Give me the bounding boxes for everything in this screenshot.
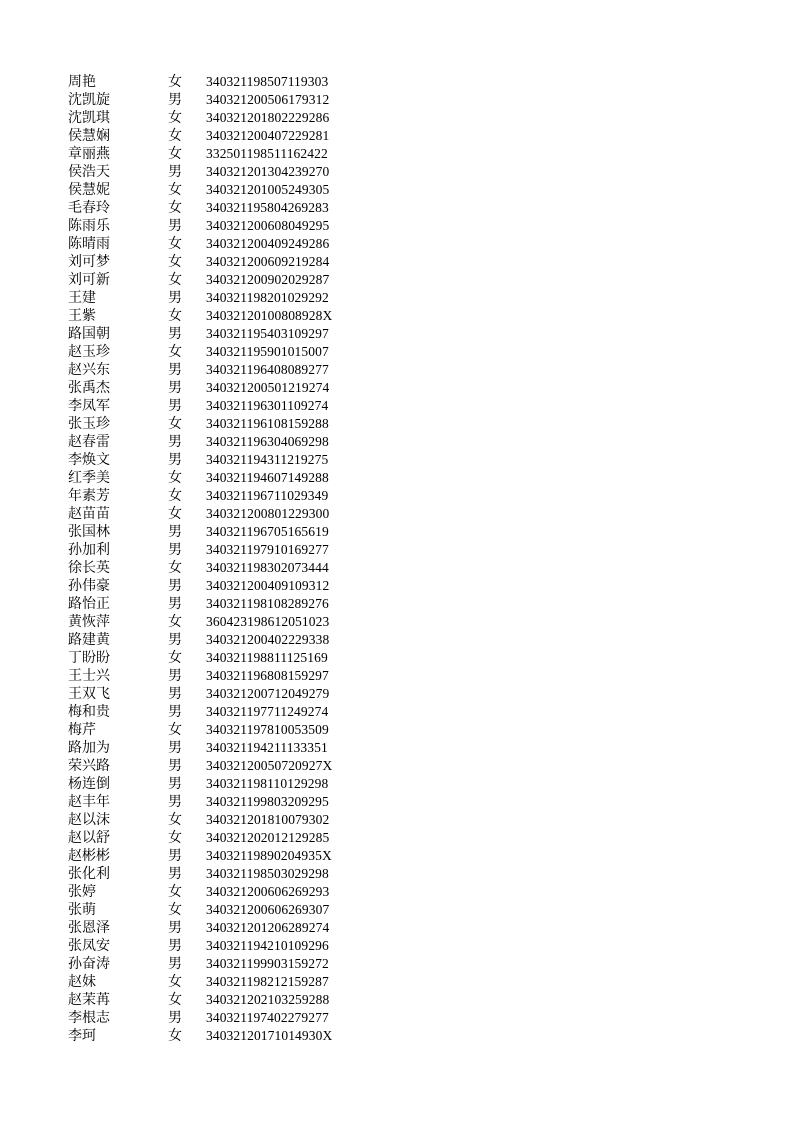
gender-cell: 男 (168, 848, 182, 864)
id-number-cell: 34032119890204935X (206, 848, 332, 863)
table-row (0, 631, 793, 649)
gender-cell: 男 (168, 398, 182, 414)
table-row (0, 577, 793, 595)
gender-cell: 男 (168, 938, 182, 954)
gender-cell: 女 (168, 722, 182, 738)
table-row (0, 307, 793, 325)
table-row (0, 685, 793, 703)
name-cell: 沈凯琪 (68, 110, 110, 126)
name-cell: 孙奋涛 (68, 956, 110, 972)
name-cell: 张婷 (68, 884, 96, 900)
table-row (0, 73, 793, 91)
gender-cell: 男 (168, 218, 182, 234)
gender-cell: 女 (168, 344, 182, 360)
table-row (0, 163, 793, 181)
table-row (0, 361, 793, 379)
gender-cell: 女 (168, 110, 182, 126)
table-row (0, 181, 793, 199)
name-cell: 王双飞 (68, 686, 110, 702)
gender-cell: 男 (168, 866, 182, 882)
id-number-cell: 340321194311219275 (206, 452, 329, 467)
id-number-cell: 340321196711029349 (206, 488, 329, 503)
id-number-cell: 340321200501219274 (206, 380, 330, 395)
name-cell: 黄恢萍 (68, 614, 110, 630)
table-row (0, 991, 793, 1009)
table-row (0, 937, 793, 955)
table-row (0, 397, 793, 415)
gender-cell: 女 (168, 506, 182, 522)
id-number-cell: 340321196808159297 (206, 668, 329, 683)
table-row (0, 271, 793, 289)
gender-cell: 男 (168, 794, 182, 810)
gender-cell: 女 (168, 560, 182, 576)
table-row (0, 667, 793, 685)
table-row (0, 325, 793, 343)
name-cell: 张玉珍 (68, 416, 110, 432)
name-cell: 荣兴路 (68, 758, 110, 774)
table-row (0, 217, 793, 235)
gender-cell: 男 (168, 740, 182, 756)
gender-cell: 男 (168, 668, 182, 684)
id-number-cell: 340321200902029287 (206, 272, 330, 287)
name-cell: 赵春雷 (68, 434, 110, 450)
gender-cell: 男 (168, 92, 182, 108)
id-number-cell: 34032120050720927X (206, 758, 333, 773)
id-number-cell: 340321196108159288 (206, 416, 329, 431)
gender-cell: 男 (168, 524, 182, 540)
id-number-cell: 340321195901015007 (206, 344, 329, 359)
table-row (0, 865, 793, 883)
id-number-cell: 340321198302073444 (206, 560, 329, 575)
name-cell: 侯浩天 (68, 164, 110, 180)
id-number-cell: 340321199803209295 (206, 794, 329, 809)
gender-cell: 女 (168, 236, 182, 252)
id-number-cell: 340321194211133351 (206, 740, 328, 755)
id-number-cell: 340321198507119303 (206, 74, 329, 89)
id-number-cell: 340321197810053509 (206, 722, 329, 737)
id-number-cell: 340321201005249305 (206, 182, 330, 197)
gender-cell: 男 (168, 632, 182, 648)
id-number-cell: 340321198811125169 (206, 650, 328, 665)
gender-cell: 女 (168, 614, 182, 630)
name-cell: 徐长英 (68, 560, 110, 576)
id-number-cell: 340321196304069298 (206, 434, 329, 449)
name-cell: 赵玉珍 (68, 344, 110, 360)
name-cell: 年素芳 (68, 488, 110, 504)
name-cell: 王士兴 (68, 668, 110, 684)
gender-cell: 男 (168, 542, 182, 558)
id-number-cell: 340321194607149288 (206, 470, 329, 485)
name-cell: 赵茉苒 (68, 992, 110, 1008)
gender-cell: 男 (168, 1010, 182, 1026)
name-cell: 赵彬彬 (68, 848, 110, 864)
gender-cell: 男 (168, 164, 182, 180)
table-row (0, 703, 793, 721)
id-number-cell: 340321198503029298 (206, 866, 329, 881)
name-cell: 路加为 (68, 740, 110, 756)
id-number-cell: 340321194210109296 (206, 938, 329, 953)
name-cell: 孙伟豪 (68, 578, 110, 594)
id-number-cell: 340321200407229281 (206, 128, 330, 143)
id-number-cell: 340321202012129285 (206, 830, 330, 845)
gender-cell: 女 (168, 992, 182, 1008)
name-cell: 侯慧娴 (68, 128, 110, 144)
gender-cell: 女 (168, 272, 182, 288)
name-cell: 孙加利 (68, 542, 110, 558)
gender-cell: 男 (168, 758, 182, 774)
name-cell: 李焕文 (68, 452, 110, 468)
id-number-cell: 340321200606269293 (206, 884, 330, 899)
gender-cell: 女 (168, 182, 182, 198)
table-row (0, 1009, 793, 1027)
id-number-cell: 340321198212159287 (206, 974, 329, 989)
gender-cell: 女 (168, 254, 182, 270)
id-number-cell: 340321201206289274 (206, 920, 330, 935)
table-row (0, 253, 793, 271)
name-cell: 毛春玲 (68, 200, 110, 216)
id-number-cell: 340321201810079302 (206, 812, 330, 827)
id-number-cell: 340321200402229338 (206, 632, 330, 647)
gender-cell: 女 (168, 902, 182, 918)
id-number-cell: 340321196705165619 (206, 524, 329, 539)
id-number-cell: 340321200609219284 (206, 254, 330, 269)
gender-cell: 女 (168, 884, 182, 900)
roster-table (0, 73, 793, 1045)
table-row (0, 1027, 793, 1045)
name-cell: 侯慧妮 (68, 182, 110, 198)
gender-cell: 男 (168, 380, 182, 396)
id-number-cell: 34032120100808928X (206, 308, 333, 323)
gender-cell: 女 (168, 146, 182, 162)
gender-cell: 女 (168, 830, 182, 846)
name-cell: 张禹杰 (68, 380, 110, 396)
name-cell: 赵苗苗 (68, 506, 110, 522)
id-number-cell: 340321200409109312 (206, 578, 330, 593)
name-cell: 杨连倒 (68, 776, 110, 792)
table-row (0, 469, 793, 487)
table-row (0, 883, 793, 901)
name-cell: 赵兴东 (68, 362, 110, 378)
name-cell: 红季美 (68, 470, 110, 486)
name-cell: 章丽燕 (68, 146, 110, 162)
gender-cell: 女 (168, 200, 182, 216)
gender-cell: 女 (168, 974, 182, 990)
gender-cell: 女 (168, 650, 182, 666)
table-row (0, 901, 793, 919)
table-row (0, 919, 793, 937)
gender-cell: 男 (168, 920, 182, 936)
table-row (0, 595, 793, 613)
name-cell: 路怡正 (68, 596, 110, 612)
table-row (0, 487, 793, 505)
name-cell: 李凤军 (68, 398, 110, 414)
gender-cell: 女 (168, 1028, 182, 1044)
gender-cell: 男 (168, 326, 182, 342)
name-cell: 张化利 (68, 866, 110, 882)
gender-cell: 男 (168, 578, 182, 594)
table-row (0, 955, 793, 973)
id-number-cell: 340321200506179312 (206, 92, 330, 107)
id-number-cell: 340321198201029292 (206, 290, 329, 305)
gender-cell: 女 (168, 308, 182, 324)
gender-cell: 男 (168, 434, 182, 450)
id-number-cell: 340321195804269283 (206, 200, 329, 215)
table-row (0, 721, 793, 739)
table-row (0, 91, 793, 109)
name-cell: 丁盼盼 (68, 650, 110, 666)
id-number-cell: 360423198612051023 (206, 614, 330, 629)
table-row (0, 523, 793, 541)
gender-cell: 男 (168, 596, 182, 612)
table-row (0, 739, 793, 757)
name-cell: 王建 (68, 290, 96, 306)
id-number-cell: 340321201304239270 (206, 164, 330, 179)
name-cell: 李珂 (68, 1028, 96, 1044)
table-row (0, 973, 793, 991)
table-row (0, 433, 793, 451)
id-number-cell: 340321197910169277 (206, 542, 329, 557)
name-cell: 梅和贵 (68, 704, 110, 720)
name-cell: 刘可新 (68, 272, 110, 288)
table-row (0, 559, 793, 577)
name-cell: 梅芹 (68, 722, 96, 738)
name-cell: 赵以舒 (68, 830, 110, 846)
gender-cell: 女 (168, 416, 182, 432)
table-row (0, 127, 793, 145)
table-row (0, 379, 793, 397)
name-cell: 李根志 (68, 1010, 110, 1026)
id-number-cell: 340321202103259288 (206, 992, 330, 1007)
table-row (0, 613, 793, 631)
gender-cell: 男 (168, 956, 182, 972)
id-number-cell: 34032120171014930X (206, 1028, 333, 1043)
table-row (0, 649, 793, 667)
gender-cell: 女 (168, 812, 182, 828)
name-cell: 刘可梦 (68, 254, 110, 270)
table-row (0, 109, 793, 127)
id-number-cell: 340321200801229300 (206, 506, 330, 521)
gender-cell: 男 (168, 290, 182, 306)
table-row (0, 415, 793, 433)
name-cell: 赵丰年 (68, 794, 110, 810)
id-number-cell: 340321197711249274 (206, 704, 329, 719)
id-number-cell: 340321195403109297 (206, 326, 329, 341)
name-cell: 赵妹 (68, 974, 96, 990)
table-row (0, 343, 793, 361)
gender-cell: 男 (168, 686, 182, 702)
id-number-cell: 340321200409249286 (206, 236, 330, 251)
id-number-cell: 332501198511162422 (206, 146, 328, 161)
name-cell: 赵以沫 (68, 812, 110, 828)
gender-cell: 男 (168, 452, 182, 468)
table-row (0, 505, 793, 523)
gender-cell: 女 (168, 488, 182, 504)
table-row (0, 757, 793, 775)
gender-cell: 女 (168, 470, 182, 486)
id-number-cell: 340321201802229286 (206, 110, 330, 125)
name-cell: 张国林 (68, 524, 110, 540)
id-number-cell: 340321198108289276 (206, 596, 329, 611)
name-cell: 陈雨乐 (68, 218, 110, 234)
name-cell: 张凤安 (68, 938, 110, 954)
name-cell: 周艳 (68, 74, 96, 90)
id-number-cell: 340321198110129298 (206, 776, 329, 791)
id-number-cell: 340321200606269307 (206, 902, 330, 917)
id-number-cell: 340321196301109274 (206, 398, 329, 413)
table-row (0, 793, 793, 811)
table-row (0, 847, 793, 865)
table-row (0, 289, 793, 307)
name-cell: 张恩泽 (68, 920, 110, 936)
table-row (0, 199, 793, 217)
gender-cell: 女 (168, 128, 182, 144)
table-row (0, 811, 793, 829)
id-number-cell: 340321197402279277 (206, 1010, 329, 1025)
gender-cell: 女 (168, 74, 182, 90)
table-row (0, 451, 793, 469)
name-cell: 路建黄 (68, 632, 110, 648)
name-cell: 王紫 (68, 308, 96, 324)
table-row (0, 235, 793, 253)
gender-cell: 男 (168, 704, 182, 720)
id-number-cell: 340321196408089277 (206, 362, 329, 377)
id-number-cell: 340321200712049279 (206, 686, 330, 701)
table-row (0, 145, 793, 163)
name-cell: 陈晴雨 (68, 236, 110, 252)
name-cell: 张萌 (68, 902, 96, 918)
gender-cell: 男 (168, 362, 182, 378)
name-cell: 沈凯旋 (68, 92, 110, 108)
id-number-cell: 340321199903159272 (206, 956, 329, 971)
table-row (0, 775, 793, 793)
id-number-cell: 340321200608049295 (206, 218, 330, 233)
gender-cell: 男 (168, 776, 182, 792)
table-row (0, 541, 793, 559)
name-cell: 路国朝 (68, 326, 110, 342)
table-row (0, 829, 793, 847)
